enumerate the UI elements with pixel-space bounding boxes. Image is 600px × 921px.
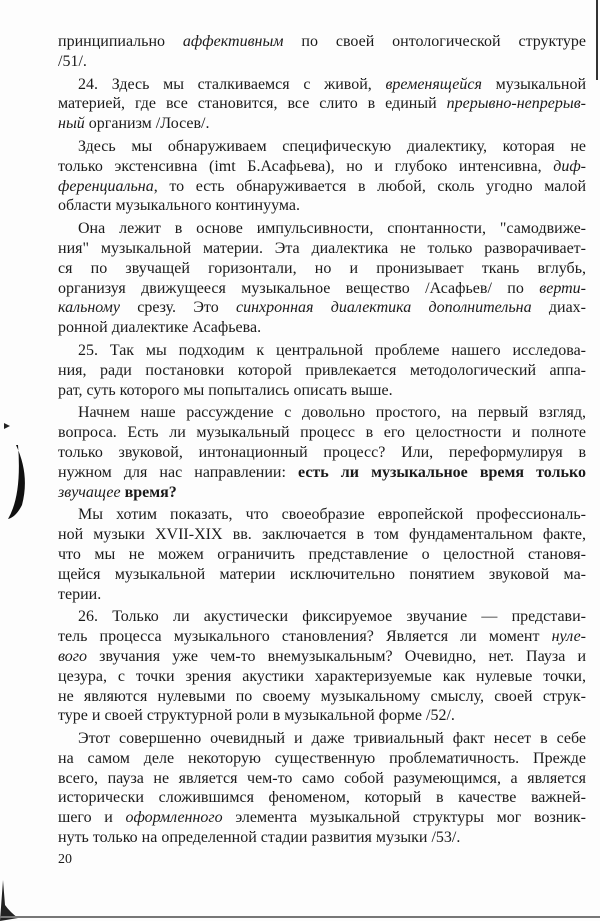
- scan-bottom-edge: [0, 916, 600, 918]
- text-line: [58, 607, 586, 627]
- bold-text: время?: [120, 483, 177, 501]
- text-line: [58, 545, 586, 565]
- text-line: [58, 196, 586, 216]
- italic-text: звучащее: [58, 483, 121, 501]
- text-segment: ния, ради постановки которой привлекается методологический аппа-: [58, 361, 586, 379]
- text-line: [58, 219, 586, 239]
- text-line: [58, 667, 586, 687]
- text-line: [58, 483, 586, 503]
- page-text: [58, 32, 586, 868]
- text-segment: материей, где все становится, все слито в единый: [58, 95, 447, 113]
- text-segment: срезу. Это: [119, 299, 236, 317]
- text-segment: на самом деле некоторую существенную проблематичность. Прежде: [58, 749, 586, 767]
- text-segment: рат, суть которого мы попытались описать выше.: [58, 381, 393, 399]
- paragraph: [58, 729, 586, 848]
- text-line: [58, 463, 586, 483]
- text-segment: области музыкального континуума.: [58, 197, 301, 215]
- italic-text: оформленного: [125, 809, 223, 827]
- text-segment: звучания уже чем-то внемузыкальным? Очевидно, нет. Пауза и: [86, 647, 586, 665]
- paragraph: [58, 219, 586, 338]
- italic-text: прерывно-непрерыв-: [446, 95, 586, 113]
- text-segment: туре и своей структурной роли в музыкальной форме /52/.: [58, 707, 455, 725]
- text-line: [58, 403, 586, 423]
- text-segment: Начнем наше рассуждение с довольно простого, на первый взгляд,: [78, 404, 586, 422]
- italic-text: ный: [58, 115, 85, 133]
- text-line: [58, 687, 586, 707]
- text-segment: нужном для нас направлении:: [58, 463, 299, 481]
- bold-text: есть ли музыкальное время только: [298, 463, 586, 481]
- paragraph: [58, 341, 586, 400]
- text-line: [58, 647, 586, 667]
- text-line: [58, 239, 586, 259]
- page-number: 20: [58, 851, 72, 867]
- text-line: [58, 769, 586, 789]
- text-line: [58, 75, 586, 95]
- text-line: [58, 423, 586, 443]
- italic-text: синхронная диалектика дополнительна: [235, 299, 532, 317]
- italic-text: вого: [58, 647, 87, 665]
- italic-text: ференциальна: [58, 177, 154, 195]
- paragraph: [58, 32, 586, 72]
- text-segment: ронной диалектике Асафьева.: [58, 319, 262, 337]
- text-segment: по своей онтологической структуре: [283, 33, 586, 50]
- text-line: [58, 114, 586, 134]
- text-segment: только звуковой, интонационный процесс? Или, переформулируя в: [58, 443, 586, 461]
- text-segment: организм /Лосев/.: [84, 115, 210, 133]
- text-segment: только экстенсивна (imt Б.Асафьева), но и глубоко интенсивна,: [58, 157, 554, 175]
- italic-text: нуле-: [551, 628, 586, 646]
- text-line: [58, 32, 586, 52]
- text-line: [58, 828, 586, 848]
- paragraph: [58, 505, 586, 604]
- paragraph: [58, 75, 586, 134]
- text-segment: , то есть обнаруживается в любой, сколь угодно малой: [153, 177, 586, 195]
- scan-edge-line: [596, 0, 598, 80]
- text-segment: тель процесса музыкального становления? Является ли момент: [58, 628, 552, 646]
- text-segment: элемента музыкальной структуры мог возник-: [222, 809, 586, 827]
- text-line: [58, 157, 586, 177]
- text-segment: музыкальной: [481, 75, 586, 93]
- text-segment: ния" музыкальной материи. Эта диалектика не только разворачивает-: [58, 239, 586, 257]
- text-line: [58, 381, 586, 401]
- text-line: [58, 361, 586, 381]
- italic-text: диф-: [553, 157, 586, 175]
- text-line: [58, 298, 586, 318]
- text-line: [58, 259, 586, 279]
- text-segment: что мы не можем ограничить представление о целостной становя-: [58, 545, 586, 563]
- page-body: [58, 32, 586, 848]
- italic-text: верти-: [539, 279, 586, 297]
- text-line: [58, 627, 586, 647]
- text-segment: диах-: [531, 299, 587, 317]
- margin-bracket-icon: [8, 445, 25, 519]
- text-segment: вопроса. Есть ли музыкальный процесс в его целостности и полноте: [58, 424, 586, 442]
- text-line: [58, 279, 586, 299]
- text-segment: 26. Только ли акустически фиксируемое звучание — представи-: [78, 608, 586, 626]
- text-line: [58, 729, 586, 749]
- text-segment: не являются нулевыми по своему музыкальному смыслу, своей струк-: [58, 687, 586, 705]
- italic-text: аффективным: [182, 33, 284, 50]
- text-line: [58, 585, 586, 605]
- text-line: [58, 318, 586, 338]
- text-line: [58, 137, 586, 157]
- text-line: [58, 808, 586, 828]
- text-segment: ной музыки XVII-XIX вв. заключается в том фундаментальном факте,: [58, 526, 586, 544]
- text-segment: 25. Так мы подходим к центральной проблеме нашего исследова-: [78, 341, 586, 359]
- text-segment: Мы хотим показать, что своеобразие европейской профессиональ-: [78, 506, 586, 524]
- text-line: [58, 443, 586, 463]
- italic-text: временящейся: [385, 75, 482, 93]
- paragraph: [58, 403, 586, 502]
- text-segment: ся по звучащей горизонтали, но и пронизывает ткань вглубь,: [58, 259, 586, 277]
- italic-text: кальному: [58, 299, 120, 317]
- margin-bracket-mark: [0, 415, 40, 525]
- text-segment: всего, пауза не является чем-то само собой разумеющимся, а является: [58, 769, 586, 787]
- text-line: [58, 505, 586, 525]
- text-segment: нуть только на определенной стадии развития музыки /53/.: [58, 829, 461, 847]
- text-segment: /51/.: [58, 52, 87, 70]
- scan-corner-mark: [0, 880, 30, 921]
- margin-arrow-icon: [4, 423, 10, 429]
- text-segment: терии.: [58, 585, 102, 603]
- paragraph: [58, 607, 586, 726]
- text-segment: Она лежит в основе импульсивности, спонтанности, "самодвиже-: [78, 220, 586, 238]
- text-segment: щейся музыкальной материи исключительно понятием звуковой ма-: [58, 565, 586, 583]
- paragraph: [58, 137, 586, 216]
- text-segment: исторически сложившимся феноменом, который в качестве важней-: [58, 789, 586, 807]
- text-segment: Этот совершенно очевидный и даже тривиальный факт несет в себе: [78, 730, 586, 748]
- text-line: [58, 52, 586, 72]
- text-segment: цезура, с точки зрения акустики характеризуемые как нулевые точки,: [58, 667, 586, 685]
- text-line: [58, 788, 586, 808]
- text-line: [58, 565, 586, 585]
- text-line: [58, 749, 586, 769]
- text-line: [58, 706, 586, 726]
- text-segment: Здесь мы обнаруживаем специфическую диалектику, которая не: [78, 137, 586, 155]
- text-line: [58, 525, 586, 545]
- text-line: [58, 177, 586, 197]
- text-line: [58, 94, 586, 114]
- text-segment: организуя движущееся музыкальное вещество /Асафьев/ по: [58, 279, 540, 297]
- text-line: [58, 341, 586, 361]
- text-segment: шего и: [58, 809, 126, 827]
- text-segment: принципиально: [58, 33, 183, 50]
- text-segment: 24. Здесь мы сталкиваемся с живой,: [78, 75, 386, 93]
